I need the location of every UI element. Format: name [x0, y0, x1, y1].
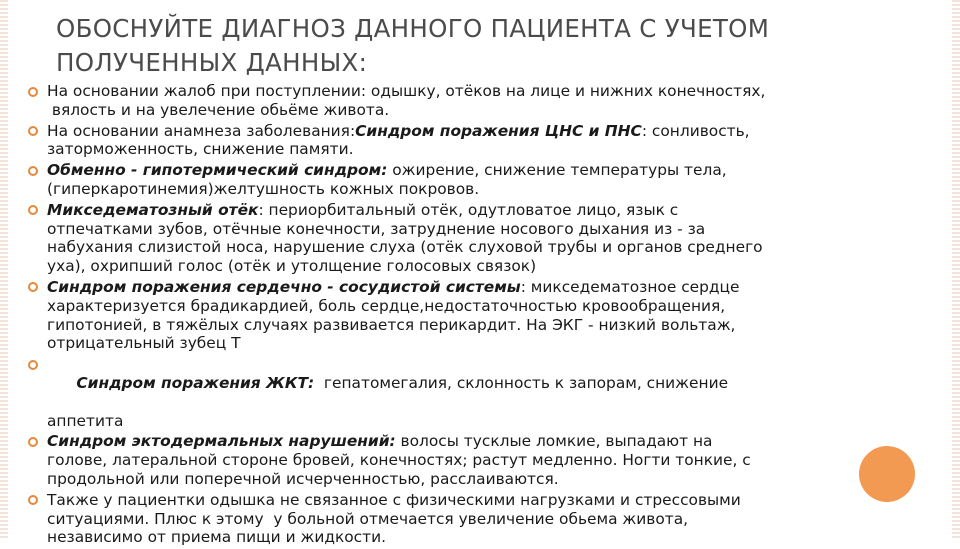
bullet-ring-icon [28, 437, 38, 447]
item-syndrome-title: Синдром эктодермальных нарушений: [47, 432, 396, 451]
bullet-ring-icon [28, 360, 38, 370]
item-text: : микседематозное сердце [520, 277, 740, 296]
item-text: : сонливость, [641, 121, 750, 140]
item-line: независимо от приема пищи и жидкости. [47, 528, 387, 547]
left-decorative-border [0, 0, 8, 540]
item-line: Также у пациентки одышка не связанное с физическими нагрузками и стрессовыми [47, 490, 741, 509]
list-item-complaints [26, 82, 926, 120]
item-line: гипотонией, в тяжёлых случаях развивается перикардит. На ЭКГ - низкий вольтаж, [47, 315, 736, 334]
item-text: гепатомегалия, склонность к запорам, снижение [314, 373, 729, 392]
item-line: На основании жалоб при поступлении: одышку, отёков на лице и нижних конечностях, [47, 82, 766, 100]
item-syndrome-title: Синдром поражения сердечно - сосудистой системы [47, 277, 521, 296]
slide-title [56, 12, 916, 80]
bullet-ring-icon [28, 166, 38, 176]
list-item-gi-syndrome [26, 355, 926, 430]
item-syndrome-title: Синдром поражения ЖКТ: [76, 373, 315, 392]
item-text: волосы тусклые ломкие, выпадают на [395, 432, 713, 451]
item-line [47, 161, 926, 180]
item-line: заторможенность, снижение памяти. [47, 140, 354, 159]
bullet-ring-icon [28, 87, 38, 97]
list-item-additional-findings [26, 491, 926, 547]
item-line [47, 278, 926, 297]
list-item-anamnesis [26, 122, 926, 160]
item-line [47, 355, 926, 411]
item-line: голове, латеральной стороне бровей, конечностях; растут медленно. Ногти тонкие, с [47, 451, 751, 470]
item-syndrome-title: Синдром поражения ЦНС и ПНС [355, 121, 642, 140]
item-line: характеризуется брадикардией, боль сердце,недостаточностью кровообращения, [47, 296, 726, 315]
item-line: отрицательный зубец Т [47, 334, 241, 353]
right-decorative-border [952, 0, 960, 540]
list-item-metabolic-syndrome [26, 161, 926, 199]
bullet-ring-icon [28, 205, 38, 215]
item-line: ситуациями. Плюс к этому у больной отмечается увеличение обьема живота, [47, 509, 689, 528]
item-line: набухания слизистой носа, нарушение слуха (отёк слуховой трубы и органов среднего [47, 238, 763, 257]
item-line [47, 122, 926, 141]
item-line: (гиперкаротинемия)желтушность кожных покровов. [47, 179, 480, 198]
item-line [47, 432, 926, 451]
item-syndrome-title: Микседематозный отёк [47, 200, 259, 219]
bullet-ring-icon [28, 495, 38, 505]
item-text: : периорбитальный отёк, одутловатое лицо, язык с [258, 200, 679, 219]
list-item-ectodermal-syndrome [26, 432, 926, 488]
item-syndrome-title: Обменно - гипотермический синдром: [47, 161, 388, 180]
slide-title-line-2: ПОЛУЧЕННЫХ ДАННЫХ: [56, 48, 368, 77]
item-line: аппетита [47, 411, 124, 430]
bullet-ring-icon [28, 282, 38, 292]
item-line: вялость и на увелечение обьёме живота. [47, 100, 390, 119]
item-text: ожирение, снижение температуры тела, [387, 161, 727, 180]
item-line: продольной или поперечной исчерченностью, расслаиваются. [47, 469, 559, 488]
bullet-list [26, 82, 926, 549]
slide-title-line-1: ОБОСНУЙТЕ ДИАГНОЗ ДАННОГО ПАЦИЕНТА С УЧЕТОМ [56, 14, 770, 43]
list-item-cardiovascular-syndrome [26, 278, 926, 353]
item-prefix-text: На основании анамнеза заболевания: [47, 121, 356, 140]
bullet-ring-icon [28, 126, 38, 136]
list-item-myxedema-edema [26, 201, 926, 276]
item-line: отпечатками зубов, отёчные конечности, затруднение носового дыхания из - за [47, 219, 706, 238]
item-line [47, 201, 926, 220]
item-line: уха), охрипший голос (отёк и утолщение голосовых связок) [47, 257, 537, 276]
